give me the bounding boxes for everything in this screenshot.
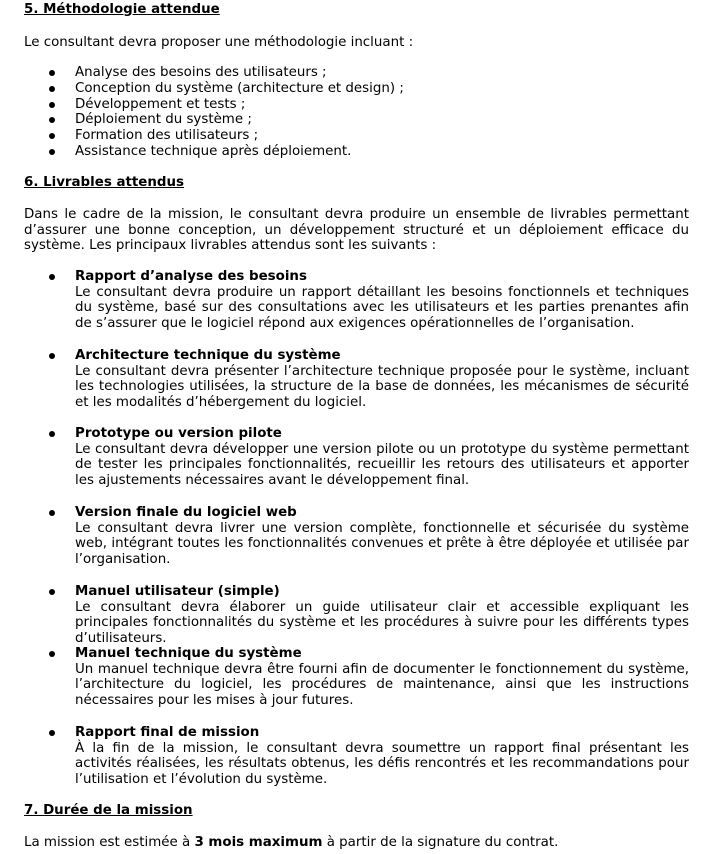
bullet-icon: [49, 589, 55, 595]
deliverable-item: [75, 584, 689, 646]
section-6-heading: 6. Livrables attendus: [24, 175, 184, 190]
methodology-item: Développement et tests ;: [75, 97, 246, 112]
deliverable-title: Architecture technique du système: [75, 348, 341, 363]
bullet-icon: [49, 70, 55, 76]
duration-text-start: La mission est estimée à: [24, 835, 195, 850]
bullet-icon: [49, 274, 55, 280]
methodology-item: Déploiement du système ;: [75, 112, 252, 127]
section-5-intro: Le consultant devra proposer une méthodologie incluant :: [24, 35, 414, 50]
deliverable-item: [75, 426, 689, 488]
deliverable-description: À la fin de la mission, le consultant devra soumettre un rapport final présentant les activités réalisées, les résultats obtenus, les défis rencontrés et les recommandations pour l’utilisation et l’évolution du système.: [75, 740, 689, 787]
mission-duration-text: [24, 835, 558, 851]
methodology-item: Assistance technique après déploiement.: [75, 144, 352, 159]
deliverable-description: Le consultant devra livrer une version complète, fonctionnelle et sécurisée du système web, intégrant toutes les fonctionnalités convenues et prête à être déployée et utilisée par l’organisation.: [75, 520, 689, 567]
deliverable-title: Manuel utilisateur (simple): [75, 584, 280, 599]
deliverable-title: Version finale du logiciel web: [75, 505, 297, 520]
methodology-item: Formation des utilisateurs ;: [75, 128, 259, 143]
duration-value: 3 mois maximum: [194, 835, 323, 850]
bullet-icon: [49, 86, 55, 92]
methodology-item: Conception du système (architecture et design) ;: [75, 81, 404, 96]
deliverable-description: Le consultant devra produire un rapport détaillant les besoins fonctionnels et techniques du système, basé sur des consultations avec les utilisateurs et les parties prenantes afin de s’assurer que le logiciel répond aux exigences opérationnelles de l’organisation.: [75, 284, 689, 331]
bullet-icon: [49, 102, 55, 108]
duration-text-end: à partir de la signature du contrat.: [322, 835, 559, 850]
deliverable-title: Prototype ou version pilote: [75, 426, 282, 441]
bullet-icon: [49, 431, 55, 437]
bullet-icon: [49, 117, 55, 123]
deliverable-item: [75, 725, 689, 787]
section-7-heading: 7. Durée de la mission: [24, 803, 193, 818]
deliverable-description: Un manuel technique devra être fourni afin de documenter le fonctionnement du système, l’architecture du logiciel, les procédures de maintenance, ainsi que les instructions nécessaires pour les mises à jour futures.: [75, 661, 689, 708]
section-5-heading: 5. Méthodologie attendue: [24, 2, 220, 17]
deliverable-item: [75, 269, 689, 331]
deliverable-title: Rapport final de mission: [75, 725, 260, 740]
deliverable-title: Rapport d’analyse des besoins: [75, 269, 307, 284]
section-6-intro: Dans le cadre de la mission, le consultant devra produire un ensemble de livrables permettant d’assurer une bonne conception, un développement structuré et un déploiement efficace du système. Les principaux livrables attendus sont les suivants :: [24, 207, 689, 254]
deliverable-item: [75, 348, 689, 410]
bullet-icon: [49, 510, 55, 516]
bullet-icon: [49, 353, 55, 359]
bullet-icon: [49, 133, 55, 139]
deliverable-item: [75, 646, 689, 708]
deliverable-description: Le consultant devra présenter l’architecture technique proposée pour le système, incluant les technologies utilisées, la structure de la base de données, les mécanismes de sécurité et les modalités d’hébergement du logiciel.: [75, 363, 689, 410]
deliverable-title: Manuel technique du système: [75, 646, 302, 661]
bullet-icon: [49, 730, 55, 736]
deliverable-description: Le consultant devra développer une version pilote ou un prototype du système permettant de tester les principales fonctionnalités, recueillir les retours des utilisateurs et apporter les ajustements nécessaires avant le développement final.: [75, 441, 689, 488]
methodology-item: Analyse des besoins des utilisateurs ;: [75, 65, 327, 80]
bullet-icon: [49, 149, 55, 155]
deliverable-description: Le consultant devra élaborer un guide utilisateur clair et accessible expliquant les principales fonctionnalités du système et les procédures à suivre pour les différents types d’utilisateurs.: [75, 599, 689, 646]
bullet-icon: [49, 651, 55, 657]
deliverable-item: [75, 505, 689, 567]
